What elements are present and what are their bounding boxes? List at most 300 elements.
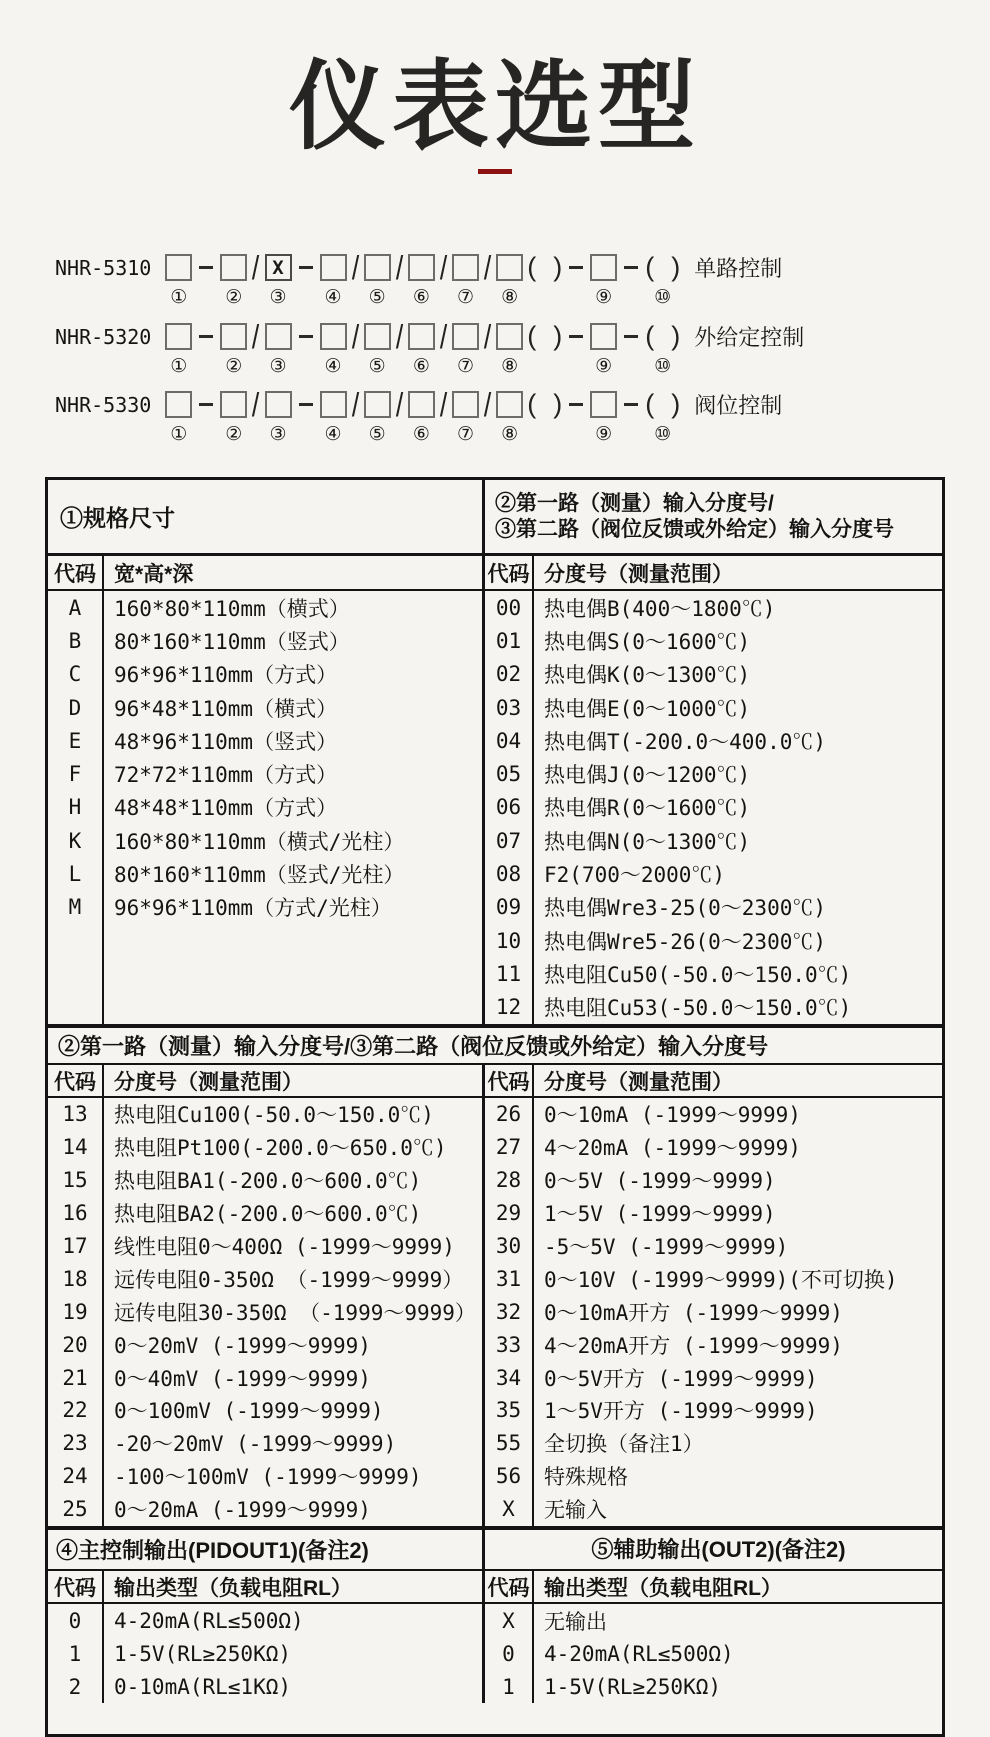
slot-symbol — [439, 318, 448, 355]
slot-symbol — [196, 321, 216, 352]
description-cell: 160*80*110mm（横式） — [114, 596, 350, 621]
slot-symbol — [165, 252, 192, 283]
separator-slash: / — [351, 386, 359, 423]
circle-number: ② — [225, 287, 243, 308]
parentheses: ( ) — [527, 252, 563, 282]
code-slot — [566, 321, 586, 377]
code-cell: 19 — [62, 1299, 88, 1324]
separator-slash: / — [252, 318, 260, 355]
description-cell: 热电偶S(0～1600℃) — [544, 629, 751, 654]
parentheses: ( ) — [645, 389, 681, 419]
code-cell: 27 — [495, 1135, 522, 1160]
circle-number: ⑥ — [412, 287, 430, 308]
code-cell: 07 — [495, 828, 522, 853]
separator-slash: / — [483, 386, 492, 423]
table-row — [485, 1230, 942, 1263]
section3-right-title: ⑤辅助输出(OUT2)(备注2) — [591, 1536, 846, 1562]
code-slot — [351, 249, 360, 308]
description-cell: 0～100mV (-1999～9999) — [114, 1399, 384, 1424]
separator-dash — [569, 266, 583, 269]
code-box — [496, 254, 523, 281]
description-cell: 热电偶E(0～1000℃) — [544, 696, 751, 721]
separator-slash: / — [483, 249, 492, 286]
code-box — [408, 391, 435, 418]
slot-symbol — [527, 252, 562, 283]
slot-symbol — [196, 252, 216, 283]
description-cell: 96*48*110mm（横式） — [114, 696, 338, 721]
code-slot — [496, 321, 523, 377]
table-row — [48, 1493, 482, 1526]
code-slot — [320, 389, 347, 445]
col-header-range: 分度号（测量范围） — [544, 1070, 733, 1094]
model-row-nhr5310 — [55, 249, 783, 308]
col-header-code: 代码 — [54, 1070, 96, 1094]
col-header-range: 分度号（测量范围） — [544, 562, 733, 586]
code-slot — [452, 252, 479, 308]
description-cell: 0～40mV (-1999～9999) — [114, 1366, 371, 1391]
code-cell: 0 — [502, 1641, 515, 1666]
description-cell: 0～10mA开方 (-1999～9999) — [544, 1300, 843, 1325]
code-cell: M — [68, 895, 82, 920]
description-cell: 0～10mA (-1999～9999) — [544, 1103, 801, 1128]
code-cell: 35 — [495, 1398, 522, 1423]
slot-symbol — [251, 386, 260, 423]
separator-slash: / — [395, 249, 403, 286]
table-row — [485, 658, 942, 691]
table-row — [48, 1295, 482, 1328]
description-cell: 无输入 — [544, 1498, 607, 1523]
slot-symbol — [483, 386, 492, 423]
code-slot — [645, 252, 680, 308]
code-slot — [439, 318, 448, 377]
code-cell: L — [68, 862, 82, 887]
code-slot — [320, 321, 347, 377]
table-row — [48, 824, 482, 857]
circle-number: ⑤ — [368, 287, 386, 308]
table-row — [48, 1131, 482, 1164]
slot-symbol — [483, 318, 492, 355]
code-slot — [320, 252, 347, 308]
description-cell: -5～5V (-1999～9999) — [544, 1235, 789, 1259]
code-slot — [590, 389, 617, 445]
code-cell: 17 — [62, 1234, 88, 1258]
slot-symbol — [621, 321, 641, 352]
code-cell: 06 — [495, 795, 522, 820]
circle-number: ⑧ — [501, 287, 519, 308]
col-header-output-type: 输出类型（负载电阻RL） — [544, 1576, 782, 1600]
description-cell: 0～10V (-1999～9999)(不可切换) — [544, 1267, 898, 1292]
separator-dash — [299, 335, 313, 338]
code-slot — [165, 321, 192, 377]
code-slot — [483, 249, 492, 308]
circle-number: ⑧ — [501, 356, 519, 377]
separator-dash — [624, 335, 638, 338]
separator-slash: / — [439, 318, 448, 355]
slot-symbol — [220, 321, 247, 352]
code-slot — [395, 318, 404, 377]
circle-number: ⑤ — [368, 356, 386, 377]
slot-symbol — [395, 318, 404, 355]
separator-slash: / — [439, 249, 448, 286]
description-cell: 热电阻BA2(-200.0～600.0℃) — [114, 1202, 422, 1227]
circle-number: ⑧ — [501, 424, 519, 445]
code-slot — [196, 389, 216, 445]
table-row — [48, 624, 482, 657]
section1-input-rows — [485, 591, 942, 1024]
code-slot — [220, 321, 247, 377]
code-slot — [483, 318, 492, 377]
description-cell: 1-5V(RL≥250KΩ) — [114, 1641, 292, 1666]
slot-symbol — [645, 252, 680, 283]
table-row — [485, 1427, 942, 1460]
circle-number: ③ — [269, 424, 287, 445]
circle-number: ⑩ — [654, 424, 672, 445]
section3-left-rows — [48, 1604, 485, 1703]
table-row — [485, 1262, 942, 1295]
code-box — [590, 391, 617, 418]
slot-symbol — [165, 389, 192, 420]
code-box — [165, 254, 192, 281]
circle-number: ⑥ — [412, 424, 430, 445]
section2-data — [48, 1098, 942, 1526]
circle-number: ⑨ — [595, 356, 613, 377]
model-row-nhr5330 — [55, 386, 783, 445]
code-slot — [220, 252, 247, 308]
col-header-code: 代码 — [487, 1070, 530, 1094]
code-cell: 24 — [62, 1464, 88, 1489]
code-cell: 11 — [495, 961, 522, 986]
code-slot — [196, 321, 216, 377]
separator-slash: / — [351, 318, 359, 355]
table-row — [485, 691, 942, 724]
slot-symbol — [351, 386, 360, 423]
description-cell: 0～20mV (-1999～9999) — [114, 1333, 371, 1358]
description-cell: 160*80*110mm（横式/光柱） — [114, 829, 405, 854]
code-box — [165, 391, 192, 418]
code-slot — [483, 386, 492, 445]
circle-number: ② — [225, 356, 243, 377]
slot-symbol — [251, 318, 260, 355]
section2-column-headers — [48, 1065, 942, 1098]
code-slot — [395, 386, 404, 445]
section1-header — [48, 480, 942, 556]
description-cell: 热电偶Wre3-25(0～2300℃) — [544, 896, 827, 921]
description-cell: 80*160*110mm（竖式/光柱） — [114, 863, 405, 888]
table-row — [48, 724, 482, 757]
col-header-size: 宽*高*深 — [114, 562, 194, 586]
table-row — [48, 891, 482, 924]
description-cell: 0～5V (-1999～9999) — [544, 1169, 776, 1194]
circle-number: ⑦ — [456, 287, 475, 308]
code-cell: 04 — [495, 728, 522, 753]
table-row — [48, 1361, 482, 1394]
circle-number: ⑨ — [595, 424, 613, 445]
code-cell: 26 — [495, 1102, 522, 1127]
description-cell: 热电阻Cu53(-50.0～150.0℃) — [544, 996, 852, 1021]
code-cell: 32 — [495, 1299, 522, 1324]
description-cell: 0～20mA (-1999～9999) — [114, 1498, 371, 1523]
table-row — [48, 1637, 482, 1670]
separator-slash: / — [252, 249, 260, 286]
description-cell: 4-20mA(RL≤500Ω) — [114, 1608, 304, 1633]
slot-symbol — [364, 389, 391, 420]
slot-symbol — [590, 321, 617, 352]
code-cell: 22 — [62, 1398, 88, 1423]
table-row — [48, 1098, 482, 1131]
slot-symbol — [364, 321, 391, 352]
slot-symbol — [320, 389, 347, 420]
description-cell: 热电阻Cu100(-50.0～150.0℃) — [114, 1103, 434, 1128]
table-row — [485, 1460, 942, 1493]
code-cell: 56 — [495, 1464, 522, 1489]
slot-symbol — [496, 252, 523, 283]
table-row — [485, 1637, 942, 1670]
description-cell: 远传电阻30-350Ω （-1999～9999） — [114, 1300, 476, 1325]
table-row — [485, 957, 942, 990]
slot-symbol — [395, 249, 404, 286]
circle-number: ④ — [324, 287, 342, 308]
description-cell: -100～100mV (-1999～9999) — [114, 1465, 422, 1490]
table-row — [48, 1328, 482, 1361]
table-row — [48, 1427, 482, 1460]
code-cell: 14 — [62, 1135, 88, 1160]
code-cell: 12 — [495, 995, 522, 1020]
description-cell: 1-5V(RL≥250KΩ) — [544, 1674, 722, 1699]
table-row — [485, 591, 942, 624]
col-header-code: 代码 — [487, 562, 530, 586]
code-cell: 2 — [68, 1674, 82, 1699]
circle-number: ① — [170, 287, 188, 308]
slot-symbol — [621, 252, 641, 283]
code-slot — [265, 321, 292, 377]
description-cell: 4～20mA (-1999～9999) — [544, 1136, 801, 1161]
code-cell: 31 — [495, 1266, 522, 1291]
description-cell: 96*96*110mm（方式/光柱） — [114, 896, 392, 921]
description-cell: 热电偶K(0～1300℃) — [544, 663, 751, 688]
code-cell: D — [68, 695, 82, 720]
code-cell: 30 — [495, 1234, 522, 1258]
slot-symbol — [645, 321, 680, 352]
separator-dash — [199, 266, 213, 269]
circle-number: ⑥ — [412, 356, 430, 377]
circle-number: ⑦ — [456, 356, 475, 377]
code-box — [364, 391, 391, 418]
description-cell: 热电阻BA1(-200.0～600.0℃) — [114, 1169, 422, 1194]
table-row — [485, 1493, 942, 1526]
slot-symbol — [483, 249, 492, 286]
table-row — [485, 1670, 942, 1703]
slot-symbol — [566, 252, 586, 283]
table-row — [485, 991, 942, 1024]
slot-symbol — [265, 321, 292, 352]
section1-size-rows — [48, 591, 485, 1024]
code-slot — [621, 252, 641, 308]
code-box — [496, 391, 523, 418]
parentheses: ( ) — [645, 321, 681, 351]
table-row — [48, 791, 482, 824]
table-row — [485, 1604, 942, 1637]
table-row — [485, 1361, 942, 1394]
circle-number: ② — [225, 424, 243, 445]
description-cell: 4-20mA(RL≤500Ω) — [544, 1641, 734, 1666]
slot-symbol — [364, 252, 391, 283]
code-slot — [645, 321, 680, 377]
table-row — [485, 1394, 942, 1427]
code-cell: 02 — [495, 662, 522, 687]
description-cell: 48*96*110mm（竖式） — [114, 729, 338, 754]
code-cell: 16 — [62, 1201, 88, 1226]
code-slot — [590, 252, 617, 308]
code-slot — [296, 321, 316, 377]
slot-symbol — [645, 389, 680, 420]
table-row — [48, 757, 482, 790]
circle-number: ⑩ — [654, 287, 672, 308]
code-slot — [165, 389, 192, 445]
code-box: X — [265, 254, 292, 281]
code-slot — [265, 389, 292, 445]
description-cell: 远传电阻0-350Ω （-1999～9999） — [114, 1267, 464, 1292]
separator-dash — [624, 403, 638, 406]
description-cell: 热电偶T(-200.0～400.0℃) — [544, 729, 827, 754]
description-cell: 热电偶R(0～1600℃) — [544, 796, 751, 821]
code-box — [408, 254, 435, 281]
col-header-code: 代码 — [54, 1576, 96, 1600]
slot-symbol — [452, 252, 479, 283]
code-box — [496, 323, 523, 350]
slot-symbol — [351, 318, 360, 355]
code-cell: 55 — [495, 1431, 522, 1456]
table-row — [48, 1262, 482, 1295]
code-box — [364, 323, 391, 350]
separator-dash — [624, 266, 638, 269]
separator-slash: / — [439, 386, 448, 423]
code-slot — [527, 321, 562, 377]
code-box — [320, 254, 347, 281]
code-box — [452, 323, 479, 350]
table-row — [485, 1098, 942, 1131]
table-row — [485, 857, 942, 890]
description-cell: 0～5V开方 (-1999～9999) — [544, 1366, 818, 1391]
circle-number: ⑤ — [368, 424, 386, 445]
code-cell: 1 — [502, 1674, 515, 1699]
slot-symbol — [296, 389, 316, 420]
code-slot — [408, 389, 435, 445]
table-row — [485, 824, 942, 857]
code-cell: 34 — [495, 1365, 522, 1390]
table-row — [48, 658, 482, 691]
code-cell: B — [68, 628, 82, 653]
slot-symbol — [408, 389, 435, 420]
separator-dash — [299, 266, 313, 269]
description-cell: 96*96*110mm（方式） — [114, 663, 338, 688]
section1-right-title-line2: ③第二路（阀位反馈或外给定）输入分度号 — [495, 517, 894, 541]
slot-symbol — [590, 252, 617, 283]
code-cell: E — [68, 728, 82, 753]
code-cell: 03 — [495, 695, 522, 720]
slot-symbol — [296, 252, 316, 283]
description-cell: 热电偶N(0～1300℃) — [544, 829, 751, 854]
section3-column-headers — [48, 1571, 942, 1604]
model-name: NHR-5310 — [55, 255, 152, 280]
code-slot — [590, 321, 617, 377]
code-slot — [165, 252, 192, 308]
code-cell: H — [68, 795, 82, 820]
description-cell: 热电偶J(0～1200℃) — [544, 763, 751, 788]
description-cell: 全切换（备注1） — [544, 1432, 704, 1457]
circle-number: ⑨ — [595, 287, 613, 308]
circle-number: ④ — [324, 356, 342, 377]
slot-symbol — [439, 249, 448, 286]
code-cell: 28 — [495, 1168, 522, 1193]
code-slot — [621, 389, 641, 445]
code-slot — [351, 318, 360, 377]
code-slot — [452, 321, 479, 377]
slot-symbol — [265, 389, 292, 420]
col-header-code: 代码 — [487, 1576, 530, 1600]
section2-right-rows — [485, 1098, 942, 1526]
col-header-code: 代码 — [54, 562, 96, 586]
code-box — [408, 323, 435, 350]
table-row — [48, 691, 482, 724]
code-cell: A — [68, 595, 82, 620]
model-name: NHR-5330 — [55, 392, 152, 417]
circle-number: ⑦ — [456, 424, 475, 445]
slot-symbol — [527, 389, 562, 420]
code-slot — [265, 252, 292, 308]
code-cell: F — [68, 762, 82, 787]
table-row — [48, 1164, 482, 1197]
separator-dash — [199, 403, 213, 406]
section3-data — [48, 1604, 942, 1703]
slot-symbol — [220, 252, 247, 283]
code-box — [165, 323, 192, 350]
separator-dash — [569, 403, 583, 406]
separator-slash: / — [395, 318, 403, 355]
code-cell: 01 — [495, 628, 522, 653]
code-cell: 00 — [495, 595, 522, 620]
code-cell: 08 — [495, 862, 522, 887]
code-box — [590, 254, 617, 281]
code-slot — [645, 389, 680, 445]
code-slot — [395, 249, 404, 308]
description-cell: 特殊规格 — [544, 1465, 628, 1490]
slot-symbol — [452, 321, 479, 352]
table-row — [485, 724, 942, 757]
code-cell: 0 — [68, 1608, 82, 1633]
slot-symbol — [590, 389, 617, 420]
separator-dash — [569, 335, 583, 338]
separator-slash: / — [395, 386, 403, 423]
table-row — [485, 1328, 942, 1361]
description-cell: 热电阻Pt100(-200.0～650.0℃) — [114, 1136, 447, 1161]
code-cell: 18 — [62, 1266, 88, 1291]
slot-symbol — [439, 386, 448, 423]
code-slot — [296, 252, 316, 308]
code-cell: 20 — [62, 1332, 88, 1357]
slot-symbol — [621, 389, 641, 420]
control-type-label: 外给定控制 — [694, 325, 805, 350]
table-row — [485, 1131, 942, 1164]
table-row — [485, 924, 942, 957]
circle-number: ④ — [324, 424, 342, 445]
code-cell: X — [502, 1608, 515, 1633]
section1-left-title: ①规格尺寸 — [48, 480, 485, 553]
code-box — [590, 323, 617, 350]
code-box — [220, 323, 247, 350]
section3-right-rows — [485, 1604, 942, 1703]
section3-left-title: ④主控制输出(PIDOUT1)(备注2) — [48, 1530, 485, 1569]
description-cell: 72*72*110mm（方式） — [114, 763, 338, 788]
